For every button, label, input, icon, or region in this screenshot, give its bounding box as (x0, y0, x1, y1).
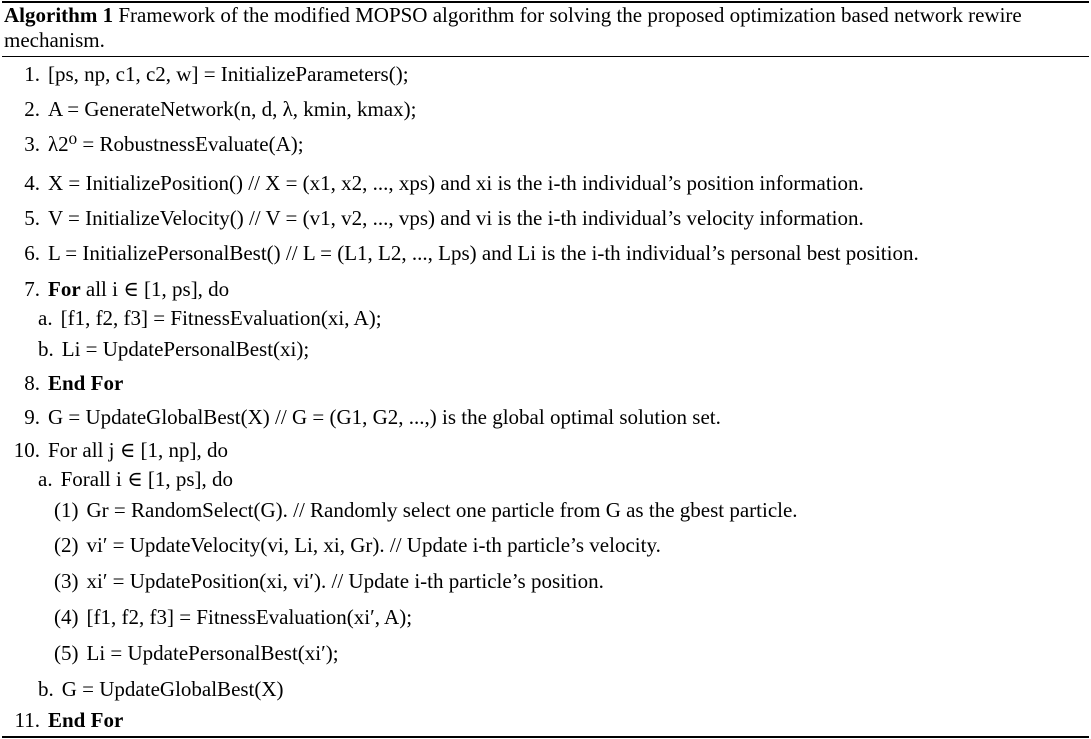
step-8 (6, 370, 123, 396)
step-text: L = InitializePersonalBest() // L = (L1, L2, ..., Lps) and Li is the i-th individual’s personal best position. (48, 241, 919, 265)
step-text: vi′ = UpdateVelocity(vi, Li, xi, Gr). // Update i-th particle’s velocity. (86, 533, 661, 557)
step-number: 1. (24, 62, 40, 86)
step-number: b. (38, 337, 54, 361)
bottom-rule (2, 736, 1089, 738)
step-number: 3. (24, 132, 40, 156)
step-number: a. (38, 306, 53, 330)
step-2 (6, 96, 416, 122)
step-number: (3) (54, 569, 79, 593)
step-10a-4 (54, 604, 412, 630)
step-number: 10. (13, 438, 40, 462)
step-number: b. (38, 677, 54, 701)
step-keyword: End For (48, 371, 124, 395)
step-7b (38, 336, 309, 362)
step-11 (6, 707, 123, 733)
step-keyword: End For (48, 708, 124, 732)
algorithm-caption (4, 3, 1084, 53)
step-text: [f1, f2, f3] = FitnessEvaluation(xi, A); (60, 306, 382, 330)
step-6 (6, 240, 919, 266)
step-9 (6, 404, 721, 430)
step-text: λ2⁰ = RobustnessEvaluate(A); (48, 132, 304, 156)
step-text: [f1, f2, f3] = FitnessEvaluation(xi′, A); (86, 605, 413, 629)
step-text: Forall i ∈ [1, ps], do (60, 467, 234, 491)
step-number: 9. (24, 405, 40, 429)
step-text: G = UpdateGlobalBest(X) // G = (G1, G2, ...,) is the global optimal solution set. (48, 405, 721, 429)
step-10a-1 (54, 497, 798, 523)
step-7a (38, 305, 382, 331)
algorithm-caption-text: Framework of the modified MOPSO algorithm for solving the proposed optimization based network rewire mechanism. (4, 3, 1022, 52)
step-text: all i ∈ [1, ps], do (80, 277, 230, 301)
step-number: (1) (54, 498, 79, 522)
step-text: Gr = RandomSelect(G). // Randomly select one particle from G as the gbest particle. (86, 498, 798, 522)
step-10a-2 (54, 532, 661, 558)
step-text: Li = UpdatePersonalBest(xi); (61, 337, 310, 361)
step-10a-5 (54, 640, 339, 666)
step-number: (2) (54, 533, 79, 557)
step-4 (6, 170, 864, 196)
step-10b (38, 676, 284, 702)
step-number: 8. (24, 371, 40, 395)
step-text: V = InitializeVelocity() // V = (v1, v2, ..., vps) and vi is the i-th individual’s velocity information. (48, 206, 864, 230)
step-1 (6, 61, 409, 87)
step-number: 2. (24, 97, 40, 121)
caption-rule (2, 56, 1089, 57)
step-number: 6. (24, 241, 40, 265)
algorithm-label: Algorithm 1 (4, 3, 114, 27)
step-number: 4. (24, 171, 40, 195)
step-text: [ps, np, c1, c2, w] = InitializeParameters(); (48, 62, 409, 86)
step-text: X = InitializePosition() // X = (x1, x2, ..., xps) and xi is the i-th individual’s position information. (48, 171, 864, 195)
step-number: 11. (14, 708, 40, 732)
step-number: (5) (54, 641, 79, 665)
step-number: 5. (24, 206, 40, 230)
step-text: Li = UpdatePersonalBest(xi′); (86, 641, 339, 665)
step-5 (6, 205, 864, 231)
step-10a (38, 466, 233, 492)
step-10a-3 (54, 568, 604, 594)
step-3 (6, 131, 304, 157)
step-10 (6, 437, 228, 463)
step-number: a. (38, 467, 53, 491)
step-text: G = UpdateGlobalBest(X) (61, 677, 284, 701)
step-keyword: For (48, 277, 81, 301)
step-text: xi′ = UpdatePosition(xi, vi′). // Update i-th particle’s position. (86, 569, 604, 593)
step-text: A = GenerateNetwork(n, d, λ, kmin, kmax); (48, 97, 417, 121)
step-number: 7. (24, 277, 40, 301)
step-text: For all j ∈ [1, np], do (48, 438, 229, 462)
step-7 (6, 276, 229, 302)
step-number: (4) (54, 605, 79, 629)
